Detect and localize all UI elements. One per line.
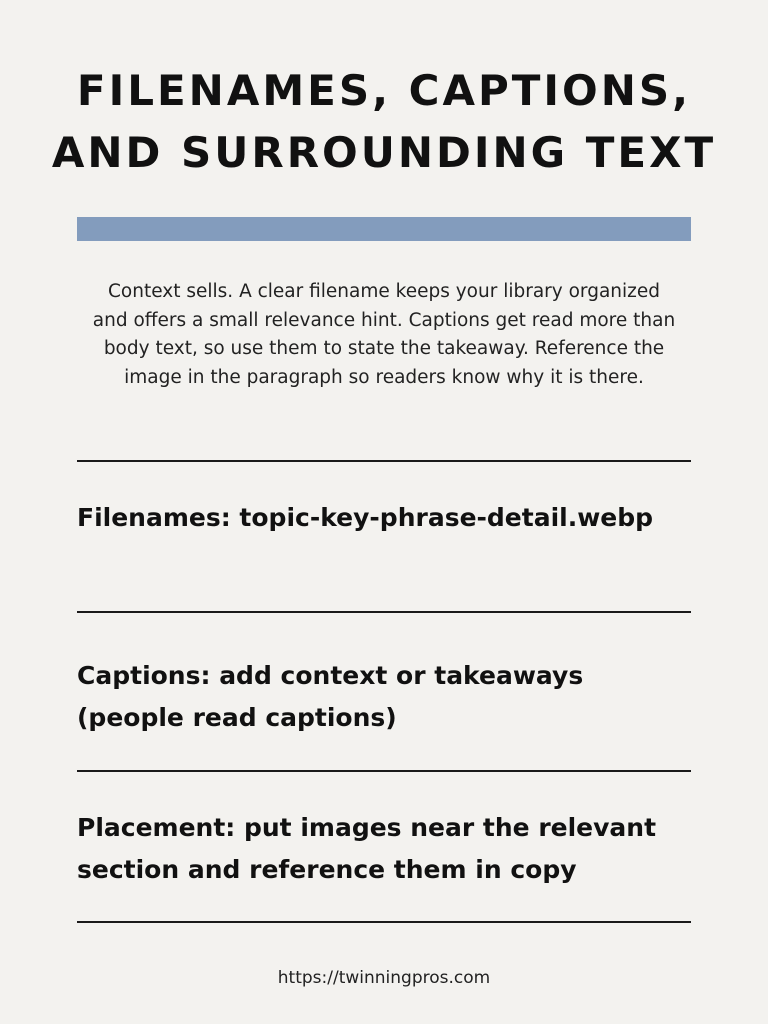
intro-paragraph: Context sells. A clear filename keeps your library organized and offers a small relevance hint. Captions get read more than body text, so use them to state the takeaway. Reference the image in the paragraph so readers know why it is there. xyxy=(92,281,676,388)
title-line-1: FILENAMES, CAPTIONS, xyxy=(76,66,692,115)
list-item-filenames: Filenames: topic-key-phrase-detail.webp xyxy=(77,503,654,532)
page-title xyxy=(40,60,728,184)
list-item-captions: Captions: add context or takeaways (people read captions) xyxy=(77,661,584,732)
divider-1 xyxy=(77,460,691,462)
divider-3 xyxy=(77,770,691,772)
footer-url: https://twinningpros.com xyxy=(277,968,491,988)
divider-4 xyxy=(77,921,691,923)
accent-bar xyxy=(77,217,691,241)
divider-2 xyxy=(77,611,691,613)
title-line-2: AND SURROUNDING TEXT xyxy=(51,128,717,177)
list-item-placement: Placement: put images near the relevant section and reference them in copy xyxy=(77,813,657,884)
